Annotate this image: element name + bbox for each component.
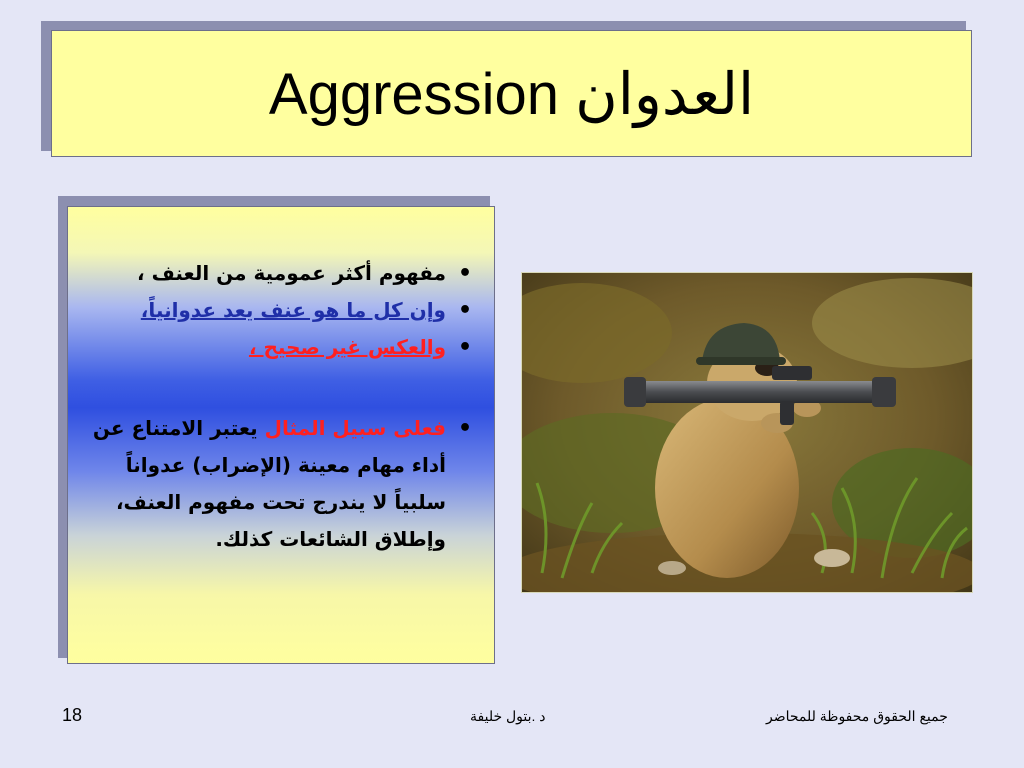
bullet-text: مفهوم أكثر عمومية من العنف ، <box>137 261 446 285</box>
bullet-item-2 <box>90 292 474 329</box>
bullet-icon: • <box>457 298 472 323</box>
slide-title: العدوان Aggression <box>268 61 755 127</box>
bullet-icon: • <box>457 261 472 286</box>
bullet-icon: • <box>457 335 472 360</box>
bullet-text-underlined: والعكس غير صحيح ، <box>248 335 446 359</box>
page-number: 18 <box>62 705 83 725</box>
bullet-text-underlined: وإن كل ما هو عنف يعد عدوانياً، <box>140 298 446 322</box>
bullet-list <box>90 255 474 558</box>
bullet-icon: • <box>457 416 472 441</box>
footer-author: د .بتول خليفة <box>470 708 546 724</box>
bullet-item-3 <box>90 329 474 366</box>
bullet-text-highlight: فعلى سبيل المثال <box>264 416 446 440</box>
title-box[interactable] <box>51 30 972 157</box>
footer-copyright: جميع الحقوق محفوظة للمحاضر <box>766 708 948 724</box>
bullet-item-1 <box>90 255 474 292</box>
prairie-dog-with-bazooka-photo[interactable] <box>521 272 973 593</box>
photo-icon <box>522 273 973 593</box>
body-text-box[interactable] <box>67 206 495 664</box>
bullet-text: يعتبر الامتناع عن أداء مهام معينة (الإضراب) عدواناً سلبياً لا يندرج تحت مفهوم العنف، وإطلاق الشائعات كذلك. <box>92 416 446 551</box>
bullet-item-4 <box>90 410 474 558</box>
